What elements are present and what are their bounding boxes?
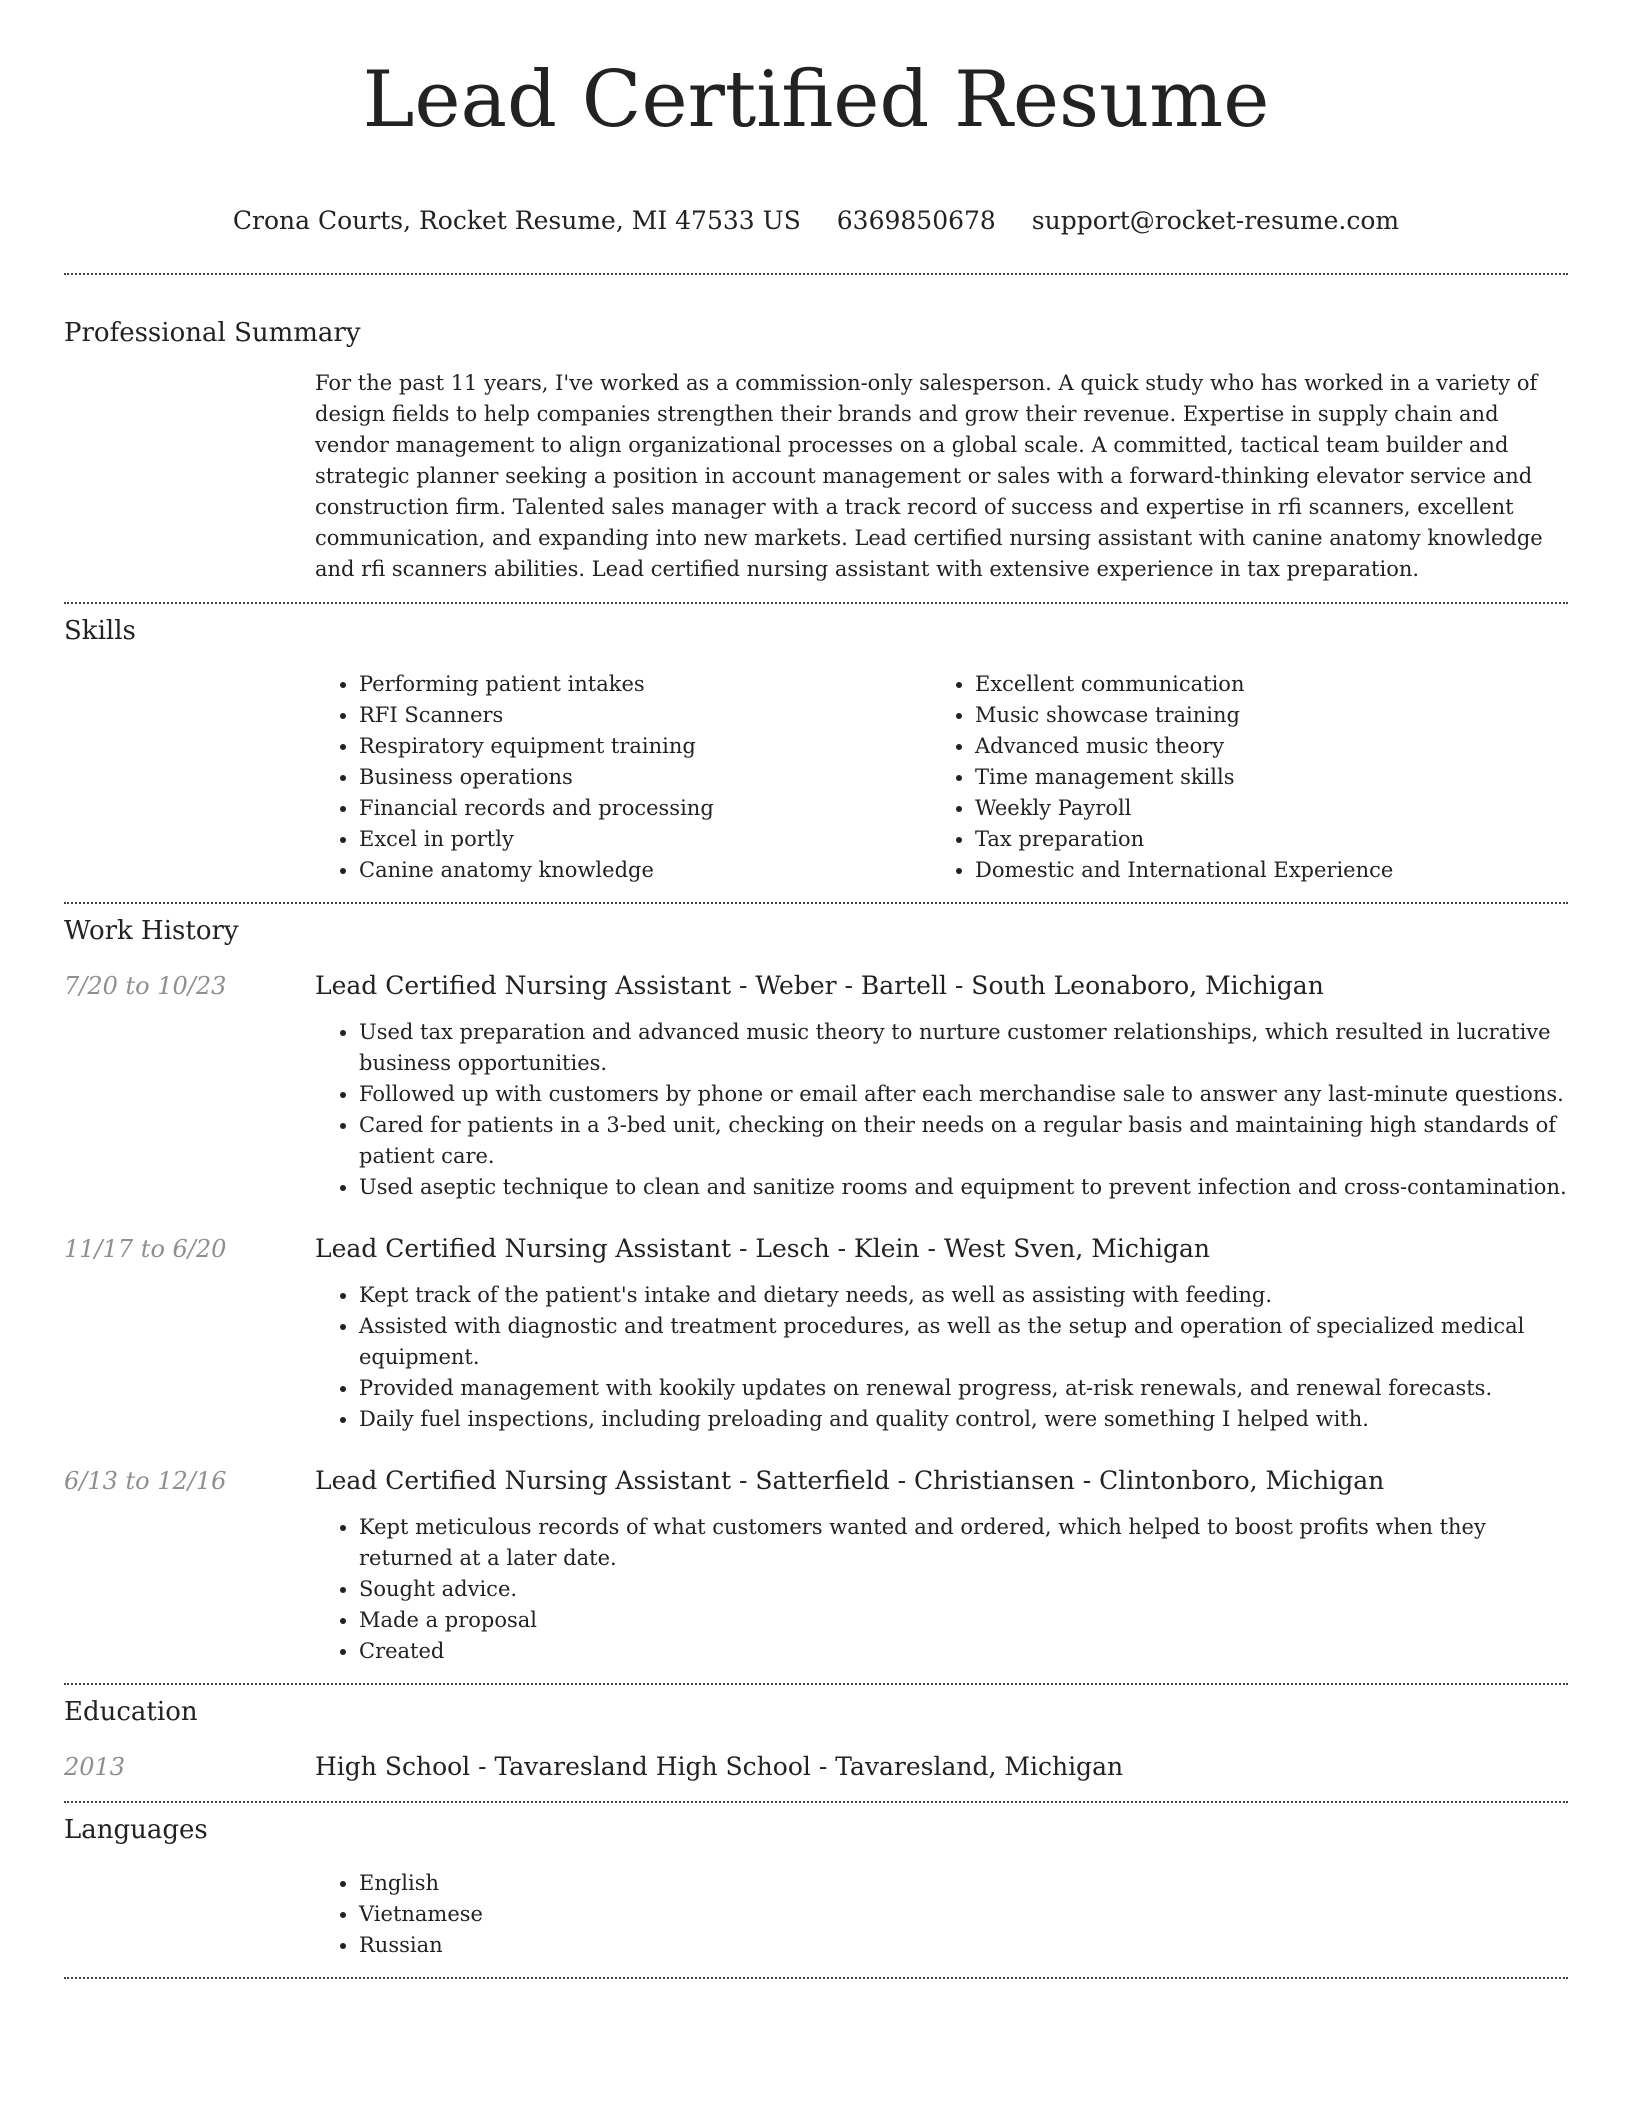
contact-line xyxy=(64,204,1568,238)
job-bullet: • Made a proposal xyxy=(359,1605,1568,1636)
languages-title: Languages xyxy=(64,1815,208,1845)
job-bullets xyxy=(315,1512,1568,1667)
skills-column-left xyxy=(315,669,931,886)
language-item: • Vietnamese xyxy=(359,1899,1568,1930)
job-title: Lead Certified Nursing Assistant - Satterfield - Christiansen - Clintonboro, Michigan xyxy=(315,1466,1385,1495)
languages-list xyxy=(315,1868,1568,1961)
contact-email: support@rocket-resume.com xyxy=(1031,206,1400,235)
education-title: Education xyxy=(64,1697,198,1727)
skill-item: • Time management skills xyxy=(975,762,1547,793)
skill-item: • Canine anatomy knowledge xyxy=(359,855,931,886)
skills-columns xyxy=(315,669,1568,886)
job-bullet: • Daily fuel inspections, including preloading and quality control, were something I helped with. xyxy=(359,1404,1568,1435)
work-title: Work History xyxy=(64,916,239,946)
job-bullets xyxy=(315,1017,1568,1203)
job-bullets xyxy=(315,1280,1568,1435)
job-bullet: • Kept meticulous records of what customers wanted and ordered, which helped to boost profits when they returned at a later date. xyxy=(359,1512,1568,1574)
skills-column-right xyxy=(931,669,1547,886)
job-bullet: • Used aseptic technique to clean and sanitize rooms and equipment to prevent infection and cross-contamination. xyxy=(359,1172,1568,1203)
job-bullet-list xyxy=(315,1512,1568,1667)
summary-section xyxy=(64,275,1568,602)
job-bullet: • Cared for patients in a 3-bed unit, checking on their needs on a regular basis and maintaining high standards of patient care. xyxy=(359,1110,1568,1172)
skill-item: • Domestic and International Experience xyxy=(975,855,1547,886)
job-bullet: • Created xyxy=(359,1636,1568,1667)
language-item: • Russian xyxy=(359,1930,1568,1961)
job-bullet: • Sought advice. xyxy=(359,1574,1568,1605)
contact-address: Crona Courts, Rocket Resume, MI 47533 US xyxy=(232,206,801,235)
language-item: • English xyxy=(359,1868,1568,1899)
skills-section xyxy=(64,604,1568,902)
summary-text: For the past 11 years, I've worked as a commission-only salesperson. A quick study who has worked in a variety of design fields to help companies strengthen their brands and grow their revenue. Expertise in supply chain and vendor management to align organizational processes on a global scale. A committed, tactical team builder and strategic planner seeking a position in account management or sales with a forward-thinking elevator service and construction firm. Talented sales manager with a track record of success and expertise in rfi scanners, excellent communication, and expanding into new markets. Lead certified nursing assistant with canine anatomy knowledge and rfi scanners abilities. Lead certified nursing assistant with extensive experience in tax preparation. xyxy=(315,371,1543,581)
divider xyxy=(64,1977,1568,1979)
job-header xyxy=(64,1465,1568,1497)
job-date: 11/17 to 6/20 xyxy=(64,1235,227,1263)
skill-item: • RFI Scanners xyxy=(359,700,931,731)
job-bullet: • Provided management with kookily updates on renewal progress, at-risk renewals, and renewal forecasts. xyxy=(359,1373,1568,1404)
job-entry xyxy=(64,1233,1568,1435)
contact-phone: 6369850678 xyxy=(836,206,996,235)
skill-item: • Excel in portly xyxy=(359,824,931,855)
skill-item: • Excellent communication xyxy=(975,669,1547,700)
skills-list-left xyxy=(315,669,931,886)
work-section xyxy=(64,904,1568,1683)
job-title: Lead Certified Nursing Assistant - Weber - Bartell - South Leonaboro, Michigan xyxy=(315,971,1324,1000)
job-entry xyxy=(64,1465,1568,1667)
skill-item: • Advanced music theory xyxy=(975,731,1547,762)
skill-item: • Respiratory equipment training xyxy=(359,731,931,762)
job-bullet: • Kept track of the patient's intake and dietary needs, as well as assisting with feeding. xyxy=(359,1280,1568,1311)
skill-item: • Weekly Payroll xyxy=(975,793,1547,824)
resume-header xyxy=(64,0,1568,238)
languages-section xyxy=(64,1803,1568,1977)
job-header xyxy=(64,970,1568,1002)
job-bullet-list xyxy=(315,1017,1568,1203)
skill-item: • Performing patient intakes xyxy=(359,669,931,700)
candidate-name: Lead Certified Resume xyxy=(362,55,1270,145)
education-school: High School - Tavaresland High School - Tavaresland, Michigan xyxy=(315,1752,1124,1781)
education-date: 2013 xyxy=(64,1753,126,1781)
job-bullet-list xyxy=(315,1280,1568,1435)
summary-content xyxy=(315,368,1568,585)
job-bullet: • Followed up with customers by phone or email after each merchandise sale to answer any last-minute questions. xyxy=(359,1079,1568,1110)
skills-list-right xyxy=(931,669,1547,886)
education-entry xyxy=(64,1751,1568,1783)
skill-item: • Tax preparation xyxy=(975,824,1547,855)
languages-content xyxy=(315,1868,1568,1961)
job-bullet: • Used tax preparation and advanced music theory to nurture customer relationships, which resulted in lucrative business opportunities. xyxy=(359,1017,1568,1079)
job-entry xyxy=(64,970,1568,1203)
skills-title: Skills xyxy=(64,616,136,646)
job-header xyxy=(64,1233,1568,1265)
summary-title: Professional Summary xyxy=(64,318,361,348)
job-bullet: • Assisted with diagnostic and treatment procedures, as well as the setup and operation of specialized medical equipment. xyxy=(359,1311,1568,1373)
job-date: 6/13 to 12/16 xyxy=(64,1467,227,1495)
job-title: Lead Certified Nursing Assistant - Lesch - Klein - West Sven, Michigan xyxy=(315,1234,1210,1263)
skill-item: • Financial records and processing xyxy=(359,793,931,824)
skill-item: • Music showcase training xyxy=(975,700,1547,731)
skill-item: • Business operations xyxy=(359,762,931,793)
education-section xyxy=(64,1685,1568,1801)
job-date: 7/20 to 10/23 xyxy=(64,972,227,1000)
